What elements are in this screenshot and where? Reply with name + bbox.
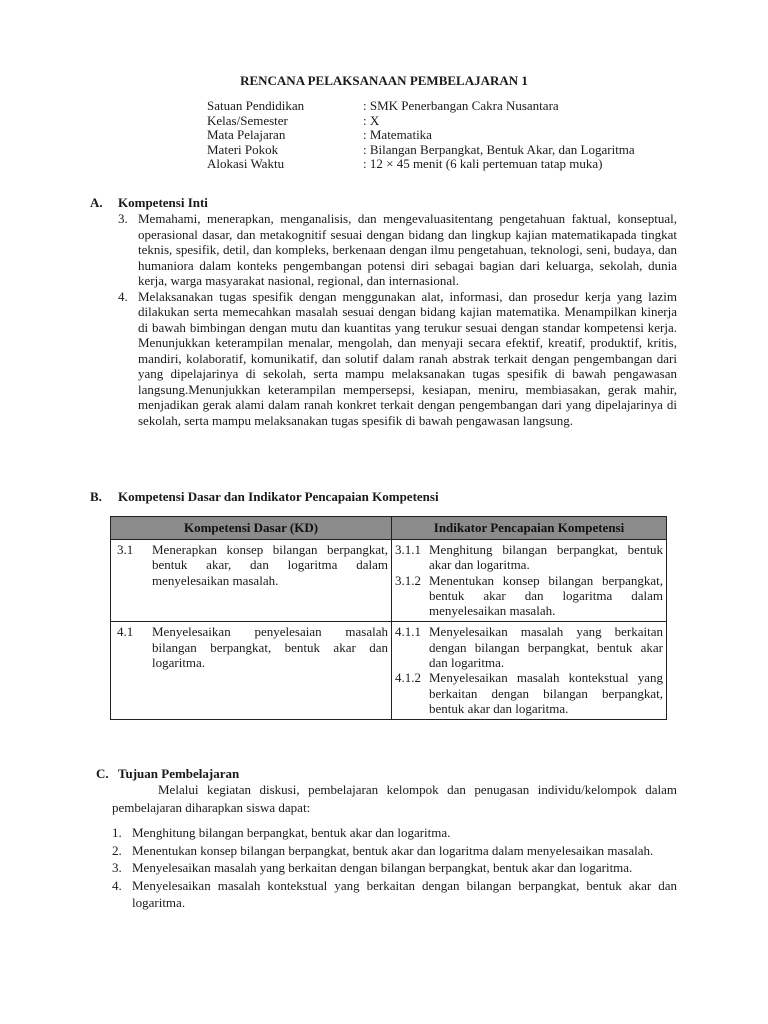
section-title: Kompetensi Inti: [118, 195, 208, 210]
item-text: Memahami, menerapkan, menganalisis, dan mengevaluasitentang pengetahuan faktual, konseptual, operasional dasar, dan metakognitif sesuai dengan bidang dan lingkup kajian matematikapada tingkat teknis, spesifik, detil, dan kompleks, berkenaan dengan ilmu pengetahuan, teknologi, seni, budaya, dan humaniora dalam konteks pengembangan potensi diri sebagai bagian dari keluarga, sekolah, dunia kerja, warga masyarakat nasional, regional, dan internasional.: [138, 211, 677, 288]
item-text: Melaksanakan tugas spesifik dengan menggunakan alat, informasi, dan prosedur kerja yang lazim dilakukan serta memecahkan masalah sesuai dengan bidang kajian matematika. Menampilkan kinerja di bawah bimbingan dengan mutu dan kuantitas yang terukur sesuai dengan standar kompetensi kerja. Menunjukkan keterampilan menalar, mengolah, dan menyaji secara efektif, kreatif, produktif, kritis, mandiri, kolaboratif, komunikatif, dan solutif dalam ranah abstrak terkait dengan pengembangan dari yang dipelajarinya di sekolah, serta mampu melaksanakan tugas spesifik di bawah pengawasan langsung.Menunjukkan keterampilan mempersepsi, kesiapan, meniru, membiasakan, gerak mahir, menjadikan gerak alami dalam ranah konkret terkait dengan pengembangan dari yang dipelajarinya di sekolah, serta mampu melaksanakan tugas spesifik di bawah pengawasan langsung.: [138, 288, 677, 428]
kd-entry: [114, 624, 388, 670]
meta-key: Materi Pokok: [207, 141, 279, 157]
list-item: [112, 877, 677, 912]
indicator-number: 3.1.2: [395, 572, 421, 588]
item-text: Menyelesaikan masalah kontekstual yang berkaitan dengan bilangan berpangkat, bentuk akar dan logaritma.: [132, 877, 677, 910]
kd-text: Menerapkan konsep bilangan berpangkat, bentuk akar, dan logaritma dalam menyelesaikan masalah.: [152, 542, 388, 588]
indicator-entry: [395, 670, 663, 716]
indicator-number: 3.1.1: [395, 542, 421, 557]
item-number: 1.: [112, 825, 122, 840]
section-title: Kompetensi Dasar dan Indikator Pencapaian Kompetensi: [118, 489, 439, 504]
section-letter: B.: [90, 489, 102, 504]
indicator-entry: [395, 542, 663, 573]
indicator-text: Menyelesaikan masalah yang berkaitan dengan bilangan berpangkat, bentuk akar dan logaritma.: [429, 624, 663, 671]
indicator-number: 4.1.2: [395, 670, 421, 686]
column-header: Indikator Pencapaian Kompetensi: [392, 517, 667, 540]
list-item: [118, 289, 677, 429]
meta-value: : Matematika: [363, 127, 432, 142]
meta-key: Alokasi Waktu: [207, 156, 285, 171]
list-item: [112, 824, 677, 842]
meta-row: [207, 143, 635, 158]
section-letter: A.: [90, 195, 103, 210]
meta-value: : X: [363, 112, 380, 128]
meta-value: : SMK Penerbangan Cakra Nusantara: [363, 98, 559, 113]
table-row: [111, 540, 667, 622]
meta-row: [207, 128, 635, 143]
indicator-text: Menghitung bilangan berpangkat, bentuk akar dan logaritma.: [429, 542, 663, 573]
item-text: Menentukan konsep bilangan berpangkat, bentuk akar dan logaritma dalam menyelesaikan masalah.: [132, 842, 654, 858]
kd-number: 3.1: [117, 542, 134, 557]
indicator-cell: [392, 540, 667, 622]
table-row: [111, 622, 667, 720]
meta-key: Mata Pelajaran: [207, 127, 286, 142]
kd-entry: [114, 542, 388, 588]
meta-value: : Bilangan Berpangkat, Bentuk Akar, dan Logaritma: [363, 141, 635, 157]
column-header: Kompetensi Dasar (KD): [111, 517, 392, 540]
tujuan-intro: Melalui kegiatan diskusi, pembelajaran kelompok dan penugasan individu/kelompok dalam pembelajaran diharapkan siswa dapat:: [112, 782, 677, 815]
meta-row: [207, 157, 635, 172]
kd-number: 4.1: [117, 624, 134, 640]
list-item: [118, 211, 677, 289]
indicator-text: Menentukan konsep bilangan berpangkat, bentuk akar dan logaritma dalam menyelesaikan masalah.: [429, 572, 663, 619]
section-letter: C.: [96, 766, 109, 781]
indicator-text: Menyelesaikan masalah kontekstual yang berkaitan dengan bilangan berpangkat, bentuk akar dan logaritma.: [429, 670, 663, 716]
meta-row: [207, 99, 635, 114]
item-number: 3.: [112, 860, 122, 875]
item-text: Menghitung bilangan berpangkat, bentuk akar dan logaritma.: [132, 825, 451, 840]
kd-text: Menyelesaikan penyelesaian masalah bilangan berpangkat, bentuk akar dan logaritma.: [152, 624, 388, 671]
section-a-heading: [90, 195, 208, 211]
meta-key: Satuan Pendidikan: [207, 98, 305, 113]
section-c-heading: [96, 766, 239, 782]
item-number: 4.: [118, 288, 128, 304]
identity-block: [207, 99, 635, 172]
item-number: 3.: [118, 211, 128, 226]
section-title: Tujuan Pembelajaran: [118, 766, 240, 781]
meta-key: Kelas/Semester: [207, 112, 288, 128]
competency-table: [110, 516, 667, 720]
kd-cell: [111, 622, 392, 720]
item-number: 2.: [112, 842, 122, 858]
kompetensi-inti-list: [118, 211, 677, 428]
indicator-entry: [395, 624, 663, 670]
list-item: [112, 859, 677, 877]
table-header-row: [111, 517, 667, 540]
meta-row: [207, 114, 635, 129]
indicator-number: 4.1.1: [395, 624, 421, 640]
document-title: RENCANA PELAKSANAAN PEMBELAJARAN 1: [240, 73, 528, 88]
tujuan-list: [112, 824, 677, 912]
indicator-entry: [395, 573, 663, 619]
list-item: [112, 842, 677, 860]
kd-cell: [111, 540, 392, 622]
item-number: 4.: [112, 877, 122, 893]
meta-value: : 12 × 45 menit (6 kali pertemuan tatap muka): [363, 156, 603, 171]
item-text: Menyelesaikan masalah yang berkaitan dengan bilangan berpangkat, bentuk akar dan logaritma.: [132, 860, 633, 875]
indicator-cell: [392, 622, 667, 720]
section-b-heading: [90, 489, 439, 505]
